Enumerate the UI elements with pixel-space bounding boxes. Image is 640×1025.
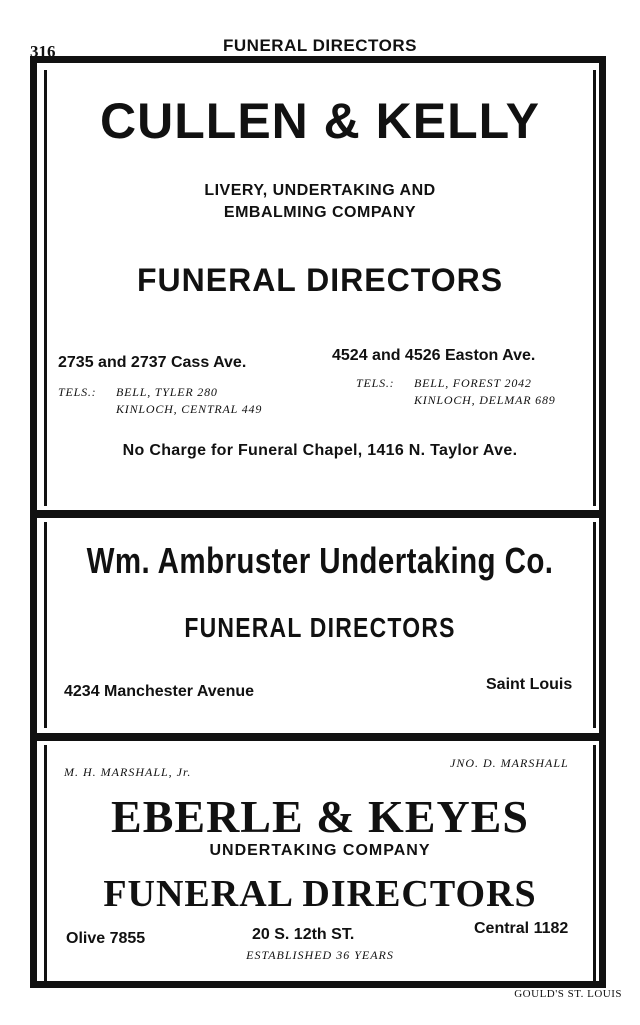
tel-line: BELL, FOREST 2042 [414,376,532,390]
phone-right: Central 1182 [474,920,569,937]
ad-heading: FUNERAL DIRECTORS [103,873,537,915]
tels-label: TELS.: [356,376,395,390]
tel-line: KINLOCH, DELMAR 689 [414,393,556,407]
tel-line: KINLOCH, CENTRAL 449 [116,402,263,416]
divider-rule-2 [30,733,606,741]
partner-left: M. H. MARSHALL, Jr. [64,765,192,779]
right-address: 4524 and 4526 Easton Ave. [332,347,536,364]
ad-title: EBERLE & KEYES [111,791,529,842]
address: 20 S. 12th ST. [252,926,355,943]
ad-title: CULLEN & KELLY [100,93,540,149]
divider-rule-1 [30,510,606,518]
right-telephones [356,375,556,409]
left-address: 2735 and 2737 Cass Ave. [58,354,247,371]
ad-subtitle: UNDERTAKING COMPANY [209,842,431,859]
established-note: ESTABLISHED 36 YEARS [246,948,394,962]
ad-title: Wm. Ambruster Undertaking Co. [86,540,554,581]
tel-line: BELL, TYLER 280 [116,385,218,399]
left-telephones [58,384,262,418]
tels-label: TELS.: [58,385,97,399]
city: Saint Louis [486,676,573,693]
footer-publisher: GOULD'S ST. LOUIS [514,988,622,1000]
page-number: 316 [30,42,56,61]
ad-subtitle [0,180,640,224]
ad-heading: FUNERAL DIRECTORS [184,612,456,643]
chapel-note: No Charge for Funeral Chapel, 1416 N. Taylor Ave. [122,442,518,459]
subtitle-line: EMBALMING COMPANY [223,204,417,221]
partner-right: JNO. D. MARSHALL [450,756,569,770]
running-head: FUNERAL DIRECTORS [223,36,417,55]
phone-left: Olive 7855 [66,930,146,947]
ad-heading: FUNERAL DIRECTORS [136,262,504,298]
address: 4234 Manchester Avenue [64,683,255,700]
subtitle-line: LIVERY, UNDERTAKING AND [204,182,436,199]
